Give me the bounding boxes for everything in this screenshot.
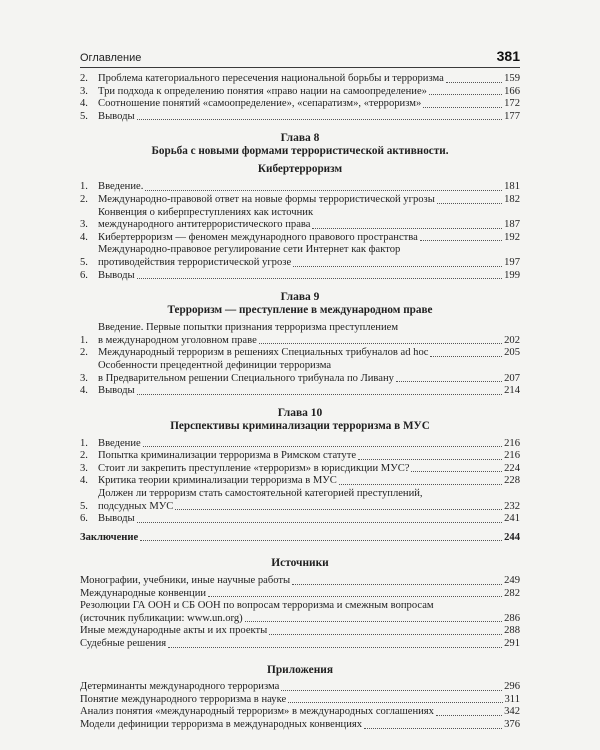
entry-line [98,98,520,111]
entry-page: 172 [504,98,520,110]
entry-text: Анализ понятия «международный терроризм» в международных соглашениях [80,706,434,718]
entry-text: Детерминанты международного терроризма [80,681,280,693]
entry-text: Соотношение понятий «самоопределение», «сепаратизм», «терроризм» [98,98,422,110]
entry-line [98,86,520,99]
dot-leader [145,190,502,191]
entry-line [98,73,520,86]
dot-leader [423,107,502,108]
entry-page: 197 [504,256,520,268]
dot-leader [446,82,502,83]
entry-line [98,488,520,501]
entry-line [98,194,520,207]
entry-page: 224 [504,462,520,474]
dot-leader [259,343,502,344]
entry-number: 6. [80,269,88,281]
dot-leader [175,509,502,510]
dot-leader [269,634,502,635]
entry-line [80,613,520,626]
section-title: Приложения [266,663,333,676]
entry-body [98,207,520,232]
entry-body [98,475,520,488]
dot-leader [411,471,502,472]
entry-text: Выводы [98,269,135,281]
entry-line [98,501,520,514]
dot-leader [137,522,502,523]
toc-entry [80,322,520,347]
toc-entry [80,625,520,638]
entry-page: 205 [504,347,520,359]
entry-text: Введение. [98,181,144,193]
running-head-title: Оглавление [80,52,142,64]
entry-body [80,638,520,651]
entry-body [98,463,520,476]
entry-line [98,438,520,451]
entry-text: Кибертерроризм — феномен международного правового пространства [98,231,418,243]
entry-text: Введение [98,437,141,449]
entry-body [98,438,520,451]
dot-leader [168,647,502,648]
entry-line [98,463,520,476]
entry-page: 199 [504,269,520,281]
dot-leader [358,459,502,460]
entry-number: 4. [80,231,88,243]
dot-leader [292,584,502,585]
entry-body [98,73,520,86]
entry-page: 187 [504,219,520,231]
entry-number: 2. [80,450,88,462]
entry-number: 4. [80,385,88,397]
toc-entry [80,360,520,385]
entry-page: 288 [504,625,520,637]
entry-line [80,706,520,719]
entry-line [98,257,520,270]
dot-leader [293,266,502,267]
entry-text: Выводы [98,110,135,122]
entry-body [98,347,520,360]
entry-body [80,575,520,588]
conclusion-page: 244 [504,531,520,543]
toc-entry [80,475,520,488]
entry-number: 5. [80,500,88,512]
entry-text: Монографии, учебники, иные научные работы [80,575,291,587]
entry-line [98,360,520,373]
entry-text: Должен ли терроризм стать самостоятельной категорией преступлений, [98,488,423,500]
entry-line [98,111,520,124]
entry-number: 3. [80,462,88,474]
running-head [80,44,520,68]
entry-line [98,270,520,283]
dot-leader [396,381,502,382]
entry-body [98,98,520,111]
toc-entry [80,638,520,651]
entry-page: 296 [504,681,520,693]
dot-leader [437,203,502,204]
entry-text: Стоит ли закрепить преступление «терроризм» в юрисдикции МУС? [98,462,410,474]
entry-body [98,244,520,269]
entry-page: 214 [504,385,520,397]
toc-entry [80,73,520,86]
section-title: Источники [271,557,329,570]
entry-text: противодействия террористической угрозе [98,256,292,268]
entry-body [80,625,520,638]
entry-text: Конвенция о киберпреступлениях как источник [98,206,314,218]
entry-body [80,681,520,694]
entry-page: 286 [504,612,520,624]
toc-entry [80,706,520,719]
toc-entry [80,347,520,360]
dot-leader [339,484,502,485]
entry-page: 216 [504,437,520,449]
toc-entry [80,86,520,99]
entry-page: 291 [504,638,520,649]
entry-body [98,360,520,385]
chapter-label: Глава 10 [277,406,323,419]
entry-text: в международном уголовном праве [98,334,257,346]
chapter-title: Борьба с новыми формами террористической активности. [151,145,449,158]
toc-entry [80,232,520,245]
dot-leader [245,621,502,622]
entry-page: 232 [504,500,520,512]
entry-line [98,475,520,488]
toc-entry [80,270,520,283]
dot-leader [364,728,502,729]
entry-body [80,719,520,732]
entry-number: 4. [80,475,88,487]
entry-page: 166 [504,85,520,97]
entry-number: 3. [80,85,88,97]
entry-body [98,270,520,283]
entry-body [80,588,520,601]
toc-entry [80,513,520,526]
chapter-label: Глава 9 [280,291,320,304]
toc-entry [80,694,520,707]
entry-line [98,385,520,398]
entry-line [80,694,520,707]
entry-line [80,719,520,732]
dot-leader [436,715,502,716]
entry-text: Три подхода к определению понятия «право нации на самоопределение» [98,85,427,97]
dot-leader [137,278,502,279]
entry-line [98,219,520,232]
dot-leader [430,356,502,357]
entry-body [98,111,520,124]
entry-line [98,347,520,360]
entry-page: 207 [504,372,520,384]
entry-page: 216 [504,450,520,462]
dot-leader [420,240,502,241]
entry-page: 311 [504,693,520,705]
entry-number: 5. [80,256,88,268]
entry-line [80,681,520,694]
entry-page: 159 [504,73,520,84]
entry-number: 3. [80,372,88,384]
entry-number: 6. [80,513,88,525]
conclusion-entry [80,532,520,545]
entry-page: 376 [504,718,520,730]
toc-entry [80,588,520,601]
toc-entry [80,463,520,476]
entry-page: 342 [504,706,520,718]
toc-entry [80,488,520,513]
entry-text: Международно-правовое регулирование сети Интернет как фактор [98,244,401,256]
entry-page: 182 [504,193,520,205]
entry-number: 4. [80,98,88,110]
entry-text: в Предварительном решении Специального трибунала по Ливану [98,372,394,384]
entry-line [98,335,520,348]
entry-text: Выводы [98,385,135,397]
dot-leader [312,228,502,229]
entry-line [80,575,520,588]
entry-page: 202 [504,334,520,346]
entry-line [98,181,520,194]
entry-body [80,600,520,625]
entry-body [98,194,520,207]
chapter-title: Терроризм — преступление в международном праве [167,304,433,317]
entry-page: 228 [504,475,520,487]
entry-line [80,600,520,613]
chapter-title: Кибертерроризм [257,163,343,176]
entry-page: 282 [504,587,520,599]
entry-body [80,706,520,719]
entry-body [98,488,520,513]
entry-text: Иные международные акты и их проекты [80,625,268,637]
dot-leader [208,596,502,597]
entry-text: подсудных МУС [98,500,174,512]
toc-entry [80,98,520,111]
entry-text: Резолюции ГА ООН и СБ ООН по вопросам терроризма и смежным вопросам [80,600,434,612]
toc-entry [80,719,520,732]
entry-page: 177 [504,110,520,122]
dot-leader [288,702,502,703]
entry-page: 249 [504,575,520,587]
entry-text: Модели дефиниции терроризма в международных конвенциях [80,718,363,730]
entry-body [98,181,520,194]
toc-entry [80,385,520,398]
entry-body [98,322,520,347]
entry-line [80,588,520,601]
toc-entry [80,207,520,232]
entry-body [80,694,520,707]
entry-text: Выводы [98,513,135,525]
entry-body [98,450,520,463]
entry-number: 1. [80,181,88,193]
toc-entry [80,681,520,694]
entry-text: Международные конвенции [80,587,207,599]
dot-leader [281,690,502,691]
toc-entry [80,438,520,451]
entry-number: 2. [80,73,88,84]
entry-text: Международно-правовой ответ на новые формы террористической угрозы [98,193,435,205]
entry-number: 1. [80,334,88,346]
entry-line [98,232,520,245]
entry-text: Попытка криминализации терроризма в Римском статуте [98,450,357,462]
entry-line [80,638,520,651]
toc-entry [80,194,520,207]
dot-leader [143,446,502,447]
entry-body [98,385,520,398]
toc-entry [80,181,520,194]
entry-body [98,86,520,99]
entry-line [98,244,520,257]
entry-text: Особенности прецедентной дефиниции терроризма [98,359,332,371]
chapter-title: Перспективы криминализации терроризма в МУС [170,419,430,432]
dot-leader [137,119,502,120]
dot-leader [137,394,502,395]
entry-line [80,625,520,638]
toc-entry [80,450,520,463]
entry-text: (источник публикации: www.un.org) [80,612,243,624]
toc-entry [80,575,520,588]
entry-text: Международный терроризм в решениях Специальных трибуналов ad hoc [98,347,429,359]
dot-leader [429,94,502,95]
dot-leader [140,540,502,541]
entry-text: Критика теории криминализации терроризма в МУС [98,475,337,487]
entry-line [98,207,520,220]
toc-entry [80,244,520,269]
entry-text: международного антитеррористического права [98,219,311,231]
entry-line [98,322,520,335]
toc-entry [80,111,520,124]
entry-line [98,450,520,463]
entry-page: 241 [504,513,520,525]
entry-page: 181 [504,181,520,193]
entry-number: 5. [80,110,88,122]
entry-body [98,513,520,526]
entry-text: Проблема категориального пересечения национальной борьбы и терроризма [98,73,444,84]
entry-number: 3. [80,219,88,231]
toc-entry [80,600,520,625]
conclusion-label: Заключение [80,531,139,543]
entry-page: 192 [504,231,520,243]
entry-text: Введение. Первые попытки признания терроризма преступлением [98,322,399,334]
entry-number: 2. [80,193,88,205]
entry-body [98,232,520,245]
entry-line [98,373,520,386]
entry-line [98,513,520,526]
entry-number: 1. [80,437,88,449]
entry-text: Судебные решения [80,638,167,649]
chapter-label: Глава 8 [280,132,320,145]
page-number: 381 [496,48,520,64]
entry-text: Понятие международного терроризма в науке [80,693,287,705]
table-of-contents [80,73,520,732]
entry-number: 2. [80,347,88,359]
